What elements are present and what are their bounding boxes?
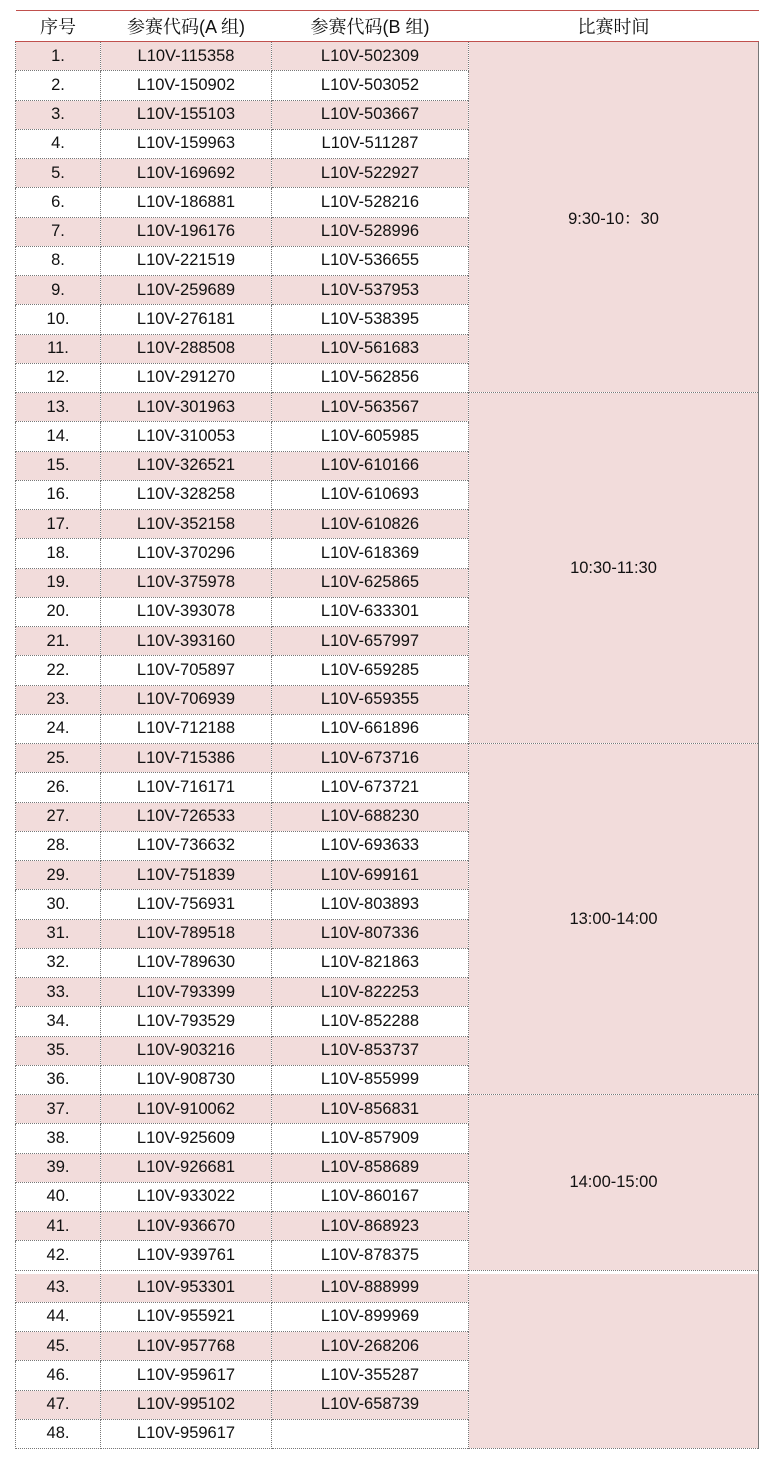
code-b-cell: L10V-633301	[272, 597, 469, 626]
row-number: 20.	[16, 597, 101, 626]
code-b-cell: L10V-503667	[272, 100, 469, 129]
code-a-cell: L10V-957768	[101, 1332, 272, 1361]
code-a-cell: L10V-903216	[101, 1036, 272, 1065]
code-a-cell: L10V-726533	[101, 802, 272, 831]
code-b-cell: L10V-822253	[272, 978, 469, 1007]
code-b-cell: L10V-899969	[272, 1302, 469, 1331]
code-a-cell: L10V-259689	[101, 276, 272, 305]
row-number: 1.	[16, 42, 101, 71]
code-a-cell: L10V-926681	[101, 1153, 272, 1182]
row-number: 18.	[16, 539, 101, 568]
row-number: 16.	[16, 480, 101, 509]
code-b-cell: L10V-807336	[272, 919, 469, 948]
code-b-cell: L10V-693633	[272, 831, 469, 860]
code-b-cell: L10V-658739	[272, 1390, 469, 1419]
row-number: 7.	[16, 217, 101, 246]
schedule-table	[15, 10, 759, 1449]
row-number: 40.	[16, 1182, 101, 1211]
code-b-cell: L10V-855999	[272, 1065, 469, 1094]
code-b-cell: L10V-561683	[272, 334, 469, 363]
row-number: 2.	[16, 71, 101, 100]
code-b-cell: L10V-625865	[272, 568, 469, 597]
row-number: 32.	[16, 948, 101, 977]
code-a-cell: L10V-736632	[101, 831, 272, 860]
code-a-cell: L10V-756931	[101, 890, 272, 919]
row-number: 11.	[16, 334, 101, 363]
code-a-cell: L10V-393078	[101, 597, 272, 626]
code-b-cell: L10V-522927	[272, 159, 469, 188]
row-number: 34.	[16, 1007, 101, 1036]
code-a-cell: L10V-789630	[101, 948, 272, 977]
code-b-cell: L10V-610693	[272, 480, 469, 509]
header-num: 序号	[16, 11, 101, 42]
row-number: 9.	[16, 276, 101, 305]
code-b-cell: L10V-856831	[272, 1095, 469, 1124]
row-number: 19.	[16, 568, 101, 597]
row-number: 47.	[16, 1390, 101, 1419]
header-row	[16, 11, 759, 42]
row-number: 21.	[16, 627, 101, 656]
row-number: 27.	[16, 802, 101, 831]
row-number: 3.	[16, 100, 101, 129]
code-a-cell: L10V-328258	[101, 480, 272, 509]
code-a-cell: L10V-995102	[101, 1390, 272, 1419]
code-a-cell: L10V-159963	[101, 129, 272, 158]
row-number: 33.	[16, 978, 101, 1007]
row-number: 45.	[16, 1332, 101, 1361]
row-number: 44.	[16, 1302, 101, 1331]
time-slot-cell: 9:30-10：30	[469, 42, 759, 393]
row-number: 28.	[16, 831, 101, 860]
code-a-cell: L10V-352158	[101, 510, 272, 539]
row-number: 15.	[16, 451, 101, 480]
code-b-cell: L10V-562856	[272, 363, 469, 392]
code-a-cell: L10V-706939	[101, 685, 272, 714]
row-number: 37.	[16, 1095, 101, 1124]
row-number: 5.	[16, 159, 101, 188]
row-number: 23.	[16, 685, 101, 714]
code-b-cell: L10V-659285	[272, 656, 469, 685]
code-a-cell: L10V-936670	[101, 1212, 272, 1241]
row-number: 26.	[16, 773, 101, 802]
code-a-cell: L10V-310053	[101, 422, 272, 451]
code-b-cell: L10V-511287	[272, 129, 469, 158]
row-number: 43.	[16, 1274, 101, 1303]
code-a-cell: L10V-115358	[101, 42, 272, 71]
table-row	[16, 1274, 759, 1303]
code-b-cell: L10V-821863	[272, 948, 469, 977]
code-b-cell: L10V-528216	[272, 188, 469, 217]
code-b-cell: L10V-673716	[272, 744, 469, 773]
row-number: 48.	[16, 1419, 101, 1448]
code-a-cell: L10V-150902	[101, 71, 272, 100]
code-b-cell: L10V-503052	[272, 71, 469, 100]
code-b-cell: L10V-563567	[272, 393, 469, 422]
row-number: 8.	[16, 246, 101, 275]
row-number: 14.	[16, 422, 101, 451]
code-b-cell: L10V-618369	[272, 539, 469, 568]
row-number: 13.	[16, 393, 101, 422]
code-a-cell: L10V-370296	[101, 539, 272, 568]
code-b-cell: L10V-610166	[272, 451, 469, 480]
code-a-cell: L10V-276181	[101, 305, 272, 334]
row-number: 22.	[16, 656, 101, 685]
row-number: 38.	[16, 1124, 101, 1153]
table-row	[16, 393, 759, 422]
row-number: 39.	[16, 1153, 101, 1182]
code-b-cell: L10V-803893	[272, 890, 469, 919]
code-a-cell: L10V-959617	[101, 1361, 272, 1390]
code-a-cell: L10V-751839	[101, 861, 272, 890]
table-body	[16, 42, 759, 1449]
time-slot-cell: 13:00-14:00	[469, 744, 759, 1095]
code-a-cell: L10V-910062	[101, 1095, 272, 1124]
code-b-cell: L10V-853737	[272, 1036, 469, 1065]
code-b-cell: L10V-528996	[272, 217, 469, 246]
time-slot-cell: 14:00-15:00	[469, 1095, 759, 1271]
time-slot-cell: 10:30-11:30	[469, 393, 759, 744]
code-a-cell: L10V-715386	[101, 744, 272, 773]
code-a-cell: L10V-375978	[101, 568, 272, 597]
row-number: 10.	[16, 305, 101, 334]
row-number: 29.	[16, 861, 101, 890]
code-a-cell: L10V-789518	[101, 919, 272, 948]
code-a-cell: L10V-793529	[101, 1007, 272, 1036]
row-number: 24.	[16, 714, 101, 743]
row-number: 42.	[16, 1241, 101, 1270]
code-a-cell: L10V-326521	[101, 451, 272, 480]
code-b-cell: L10V-536655	[272, 246, 469, 275]
table-row	[16, 42, 759, 71]
code-a-cell: L10V-221519	[101, 246, 272, 275]
code-a-cell: L10V-933022	[101, 1182, 272, 1211]
code-a-cell: L10V-291270	[101, 363, 272, 392]
code-b-cell: L10V-538395	[272, 305, 469, 334]
row-number: 6.	[16, 188, 101, 217]
code-b-cell: L10V-673721	[272, 773, 469, 802]
code-b-cell: L10V-268206	[272, 1332, 469, 1361]
time-slot-cell	[469, 1274, 759, 1449]
code-a-cell: L10V-169692	[101, 159, 272, 188]
code-a-cell: L10V-955921	[101, 1302, 272, 1331]
code-b-cell: L10V-610826	[272, 510, 469, 539]
code-b-cell: L10V-661896	[272, 714, 469, 743]
code-a-cell: L10V-288508	[101, 334, 272, 363]
code-b-cell: L10V-857909	[272, 1124, 469, 1153]
row-number: 36.	[16, 1065, 101, 1094]
code-a-cell: L10V-959617	[101, 1419, 272, 1448]
code-b-cell: L10V-688230	[272, 802, 469, 831]
code-a-cell: L10V-716171	[101, 773, 272, 802]
code-b-cell: L10V-355287	[272, 1361, 469, 1390]
code-a-cell: L10V-712188	[101, 714, 272, 743]
code-b-cell: L10V-878375	[272, 1241, 469, 1270]
code-a-cell: L10V-301963	[101, 393, 272, 422]
code-b-cell: L10V-852288	[272, 1007, 469, 1036]
row-number: 35.	[16, 1036, 101, 1065]
row-number: 25.	[16, 744, 101, 773]
code-a-cell: L10V-705897	[101, 656, 272, 685]
code-b-cell: L10V-502309	[272, 42, 469, 71]
code-b-cell: L10V-858689	[272, 1153, 469, 1182]
code-b-cell	[272, 1419, 469, 1448]
code-a-cell: L10V-953301	[101, 1274, 272, 1303]
table-row	[16, 1095, 759, 1124]
code-b-cell: L10V-699161	[272, 861, 469, 890]
row-number: 12.	[16, 363, 101, 392]
header-code-b: 参赛代码(B 组)	[272, 11, 469, 42]
row-number: 41.	[16, 1212, 101, 1241]
code-b-cell: L10V-888999	[272, 1274, 469, 1303]
code-b-cell: L10V-659355	[272, 685, 469, 714]
table-row	[16, 744, 759, 773]
row-number: 17.	[16, 510, 101, 539]
code-a-cell: L10V-793399	[101, 978, 272, 1007]
row-number: 31.	[16, 919, 101, 948]
row-number: 4.	[16, 129, 101, 158]
row-number: 30.	[16, 890, 101, 919]
code-a-cell: L10V-196176	[101, 217, 272, 246]
code-b-cell: L10V-860167	[272, 1182, 469, 1211]
row-number: 46.	[16, 1361, 101, 1390]
code-b-cell: L10V-657997	[272, 627, 469, 656]
code-a-cell: L10V-925609	[101, 1124, 272, 1153]
code-b-cell: L10V-868923	[272, 1212, 469, 1241]
code-a-cell: L10V-186881	[101, 188, 272, 217]
code-b-cell: L10V-605985	[272, 422, 469, 451]
code-a-cell: L10V-939761	[101, 1241, 272, 1270]
header-time: 比赛时间	[469, 11, 759, 42]
code-b-cell: L10V-537953	[272, 276, 469, 305]
header-code-a: 参赛代码(A 组)	[101, 11, 272, 42]
code-a-cell: L10V-908730	[101, 1065, 272, 1094]
code-a-cell: L10V-155103	[101, 100, 272, 129]
code-a-cell: L10V-393160	[101, 627, 272, 656]
